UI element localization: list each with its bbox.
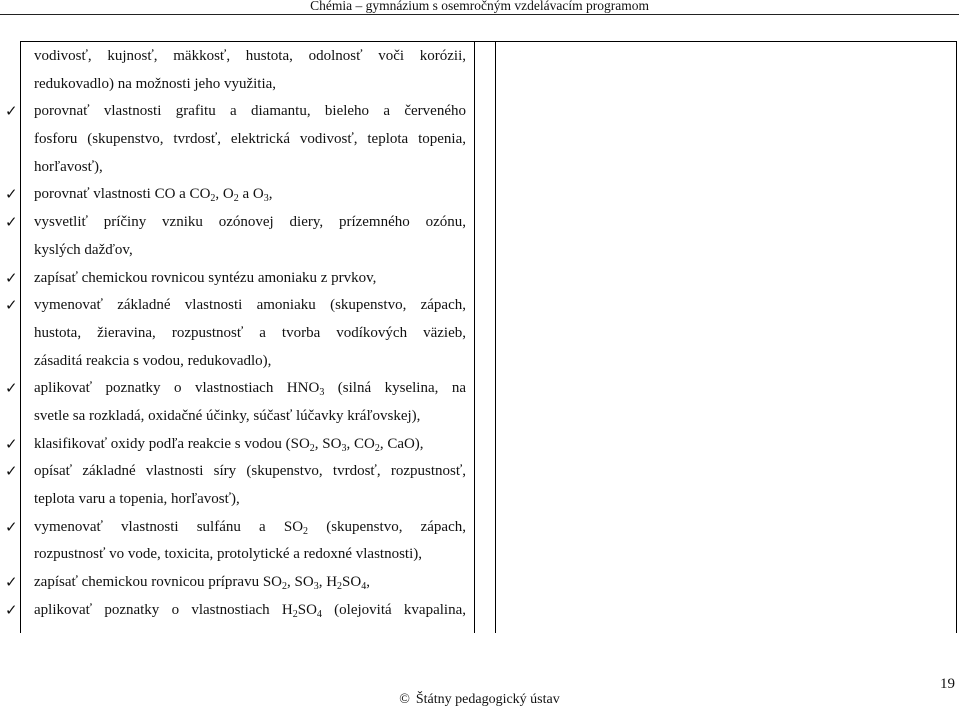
list-item-text: svetle sa rozkladá, oxidačné účinky, súčasť lúčavky kráľovskej),: [34, 407, 421, 424]
table-column-divider-2: [495, 41, 496, 633]
list-item-text: vodivosť, kujnosť, mäkkosť, hustota, odolnosť voči korózii,: [34, 48, 466, 64]
copyright-symbol: ©: [399, 692, 410, 707]
list-item-text: horľavosť),: [34, 158, 103, 175]
list-item-text: zapísať chemickou rovnicou syntézu amoniaku z prvkov,: [34, 269, 377, 286]
list-item-text: porovnať vlastnosti grafitu a diamantu, bieleho a červeného: [34, 103, 466, 120]
list-item: [0, 514, 470, 542]
list-item: [0, 458, 470, 486]
list-item-text: aplikovať poznatky o vlastnostiach $HNO_3$ (silná kyselina, na: [34, 380, 466, 399]
list-item: [0, 375, 470, 403]
checkmark-icon: ✓: [5, 213, 18, 232]
list-item-text: kyslých dažďov,: [34, 241, 133, 258]
list-item: [0, 403, 470, 431]
list-item-text: rozpustnosť vo vode, toxicita, protolytické a redoxné vlastnosti),: [34, 546, 422, 563]
list-item: [0, 154, 470, 182]
list-item-text: zásaditá reakcia s vodou, redukovadlo),: [34, 352, 272, 369]
list-item: [0, 569, 470, 597]
objectives-list: [0, 43, 470, 624]
list-item: [0, 71, 470, 99]
checkmark-icon: ✓: [5, 296, 18, 315]
checkmark-icon: ✓: [5, 600, 18, 619]
list-item-text: hustota, žieravina, rozpustnosť a tvorba vodíkových väzieb,: [34, 324, 466, 341]
list-item: [0, 292, 470, 320]
list-item-text: vysvetliť príčiny vzniku ozónovej diery, prízemného ozónu,: [34, 214, 466, 231]
list-item: [0, 98, 470, 126]
table-column-divider: [474, 41, 475, 633]
checkmark-icon: ✓: [5, 573, 18, 592]
list-item-text: vymenovať vlastnosti sulfánu a $SO_2$ (skupenstvo, zápach,: [34, 518, 466, 537]
list-item-text: vymenovať základné vlastnosti amoniaku (skupenstvo, zápach,: [34, 297, 466, 314]
checkmark-icon: ✓: [5, 185, 18, 204]
list-item-text: zapísať chemickou rovnicou prípravu $SO_2$, $SO_3$, $H_2SO_4$,: [34, 574, 370, 593]
list-item-text: porovnať vlastnosti CO a $CO_2$, $O_2$ a $O_3$,: [34, 186, 273, 205]
list-item-text: teplota varu a topenia, horľavosť),: [34, 491, 240, 507]
page-number: 19: [940, 676, 955, 692]
list-item: [0, 348, 470, 376]
checkmark-icon: ✓: [5, 517, 18, 536]
list-item-text: redukovadlo) na možnosti jeho využitia,: [34, 75, 277, 92]
list-item: [0, 181, 470, 209]
list-item: [0, 320, 470, 348]
list-item: [0, 486, 470, 514]
list-item: [0, 43, 470, 71]
list-item: [0, 209, 470, 237]
header-title: Chémia – gymnázium s osemročným vzdelávacím programom: [310, 0, 649, 13]
checkmark-icon: ✓: [5, 268, 18, 287]
page-header: [0, 0, 959, 15]
list-item-text: aplikovať poznatky o vlastnostiach $H_2SO_4$ (olejovitá kvapalina,: [34, 601, 466, 620]
checkmark-icon: ✓: [5, 102, 18, 121]
list-item: [0, 126, 470, 154]
checkmark-icon: ✓: [5, 462, 18, 481]
list-item: [0, 265, 470, 293]
list-item-text: opísať základné vlastnosti síry (skupenstvo, tvrdosť, rozpustnosť,: [34, 463, 466, 480]
publisher-name: Štátny pedagogický ústav: [415, 692, 560, 707]
page-footer: [0, 692, 959, 708]
list-item-text: fosforu (skupenstvo, tvrdosť, elektrická vodivosť, teplota topenia,: [34, 131, 466, 148]
list-item: [0, 541, 470, 569]
list-item-text: klasifikovať oxidy podľa reakcie s vodou ($SO_2$, $SO_3$, $CO_2$, CaO),: [34, 435, 424, 454]
checkmark-icon: ✓: [5, 434, 18, 453]
list-item: [0, 597, 470, 625]
checkmark-icon: ✓: [5, 379, 18, 398]
list-item: [0, 431, 470, 459]
list-item: [0, 237, 470, 265]
